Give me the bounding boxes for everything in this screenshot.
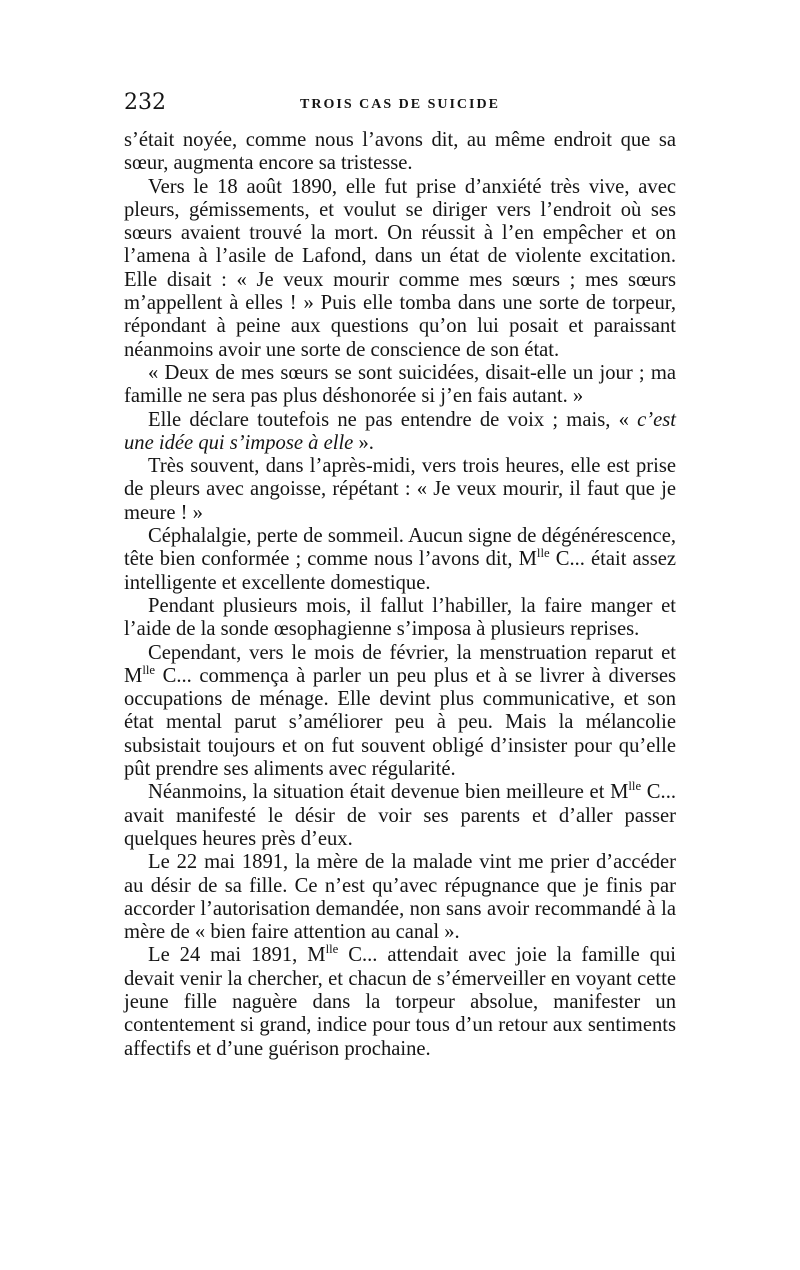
paragraph — [124, 595, 676, 642]
text-segment: C... était assez intelligente et excellente domestique. — [124, 548, 676, 594]
text-segment: s’était noyée, comme nous l’avons dit, au même endroit que sa sœur, augmenta encore sa tristesse. — [124, 129, 676, 175]
text-segment: Très souvent, dans l’après-midi, vers trois heures, elle est prise de pleurs avec angoisse, répétant : « Je veux mourir, il faut que je meure ! » — [124, 455, 676, 524]
paragraph — [124, 176, 676, 362]
text-segment: Le 24 mai 1891, M — [148, 944, 326, 967]
text-segment: C... commença à parler un peu plus et à se livrer à diverses occupations de ménage. Elle devint plus communicative, et son état mental parut s’améliorer peu à peu. Mais la mélancolie subsistait toujours et on fut souvent obligé d’insister pour qu’elle pût prendre ses aliments avec régularité. — [124, 664, 676, 781]
running-title: TROIS CAS DE SUICIDE — [300, 97, 500, 112]
italic-text: c’est une idée qui s’impose à elle — [124, 408, 676, 454]
paragraph — [124, 525, 676, 595]
text-segment: ». — [353, 431, 374, 454]
text-segment: Vers le 18 août 1890, elle fut prise d’anxiété très vive, avec pleurs, gémissements, et voulut se diriger vers l’endroit où ses sœurs avaient trouvé la mort. On réussit à l’en empêcher et on l’amena à l’asile de Lafond, dans un état de violente excitation. Elle disait : « Je veux mourir comme mes sœurs ; mes sœurs m’appellent à elles ! » Puis elle tomba dans une sorte de torpeur, répondant à peine aux questions qu’on lui posait et paraissant néanmoins avoir une sorte de conscience de son état. — [124, 175, 676, 361]
paragraph — [124, 781, 676, 851]
text-segment: « Deux de mes sœurs se sont suicidées, disait-elle un jour ; ma famille ne sera pas plus déshonorée si j’en fais autant. » — [124, 361, 676, 408]
page-header — [124, 88, 676, 118]
superscript-text: lle — [325, 942, 339, 957]
paragraph — [124, 409, 676, 456]
paragraph — [124, 362, 676, 409]
paragraph — [124, 129, 676, 176]
superscript-text: lle — [142, 662, 156, 677]
superscript-text: lle — [536, 546, 550, 561]
text-segment: Le 22 mai 1891, la mère de la malade vint me prier d’accéder au désir de sa fille. Ce n’est qu’avec répugnance que je finis par accorder l’autorisation demandée, non sans avoir recommandé à la mère de « bien faire attention au canal ». — [124, 851, 676, 944]
text-segment: C... avait manifesté le désir de voir ses parents et d’aller passer quelques heures près d’eux. — [124, 781, 676, 850]
paragraph — [124, 642, 676, 782]
text-segment: Elle déclare toutefois ne pas entendre de voix ; mais, « — [148, 408, 638, 431]
text-segment: Néanmoins, la situation était devenue bien meilleure et M — [148, 781, 629, 804]
text-segment: C... attendait avec joie la famille qui devait venir la chercher, et chacun de s’émerveiller en voyant cette jeune fille naguère dans la torpeur absolue, manifester un contentement si grand, indice pour tous d’un retour aux sentiments affectifs et d’une guérison prochaine. — [124, 944, 676, 1060]
page-body-text — [124, 129, 676, 1061]
paragraph — [124, 455, 676, 525]
paragraph — [124, 851, 676, 944]
paragraph — [124, 944, 676, 1060]
text-segment: Céphalalgie, perte de sommeil. Aucun signe de dégénérescence, tête bien conformée ; comme nous l’avons dit, M — [124, 525, 676, 571]
text-segment: Cependant, vers le mois de février, la menstruation reparut et M — [124, 641, 676, 687]
page-number: 232 — [124, 90, 166, 115]
superscript-text: lle — [628, 779, 642, 794]
text-segment: Pendant plusieurs mois, il fallut l’habiller, la faire manger et l’aide de la sonde œsophagienne s’imposa à plusieurs reprises. — [124, 594, 676, 641]
